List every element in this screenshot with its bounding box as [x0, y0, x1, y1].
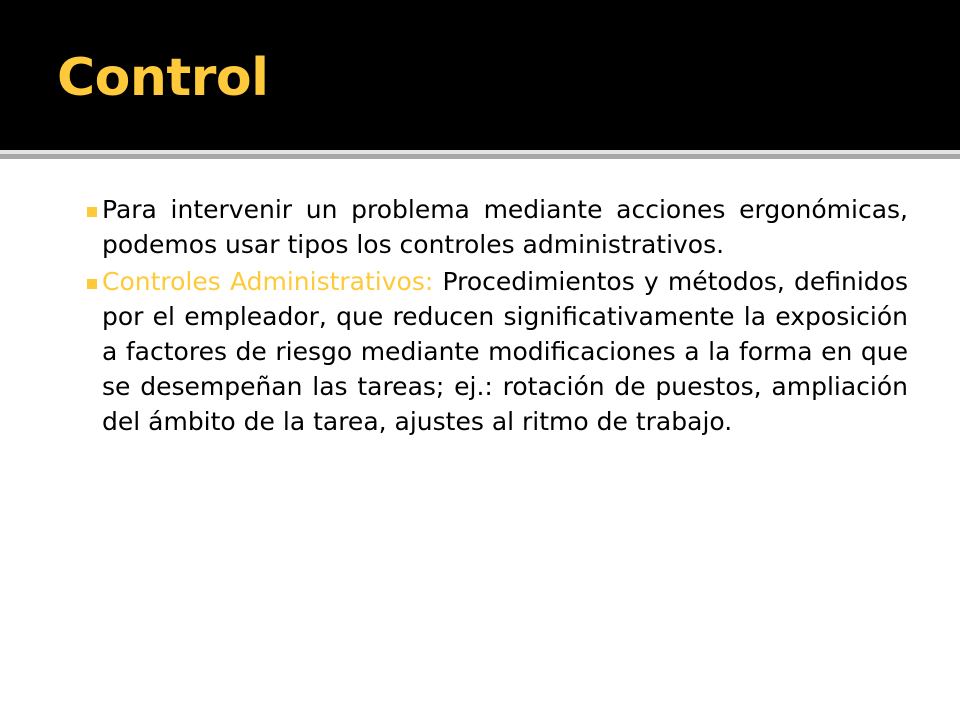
bullet-term: Controles Administrativos:: [102, 267, 434, 296]
slide-title: Control: [57, 48, 269, 108]
square-bullet-icon: [87, 279, 97, 289]
title-band: [0, 0, 960, 150]
square-bullet-icon: [87, 207, 97, 217]
bullet-item: [72, 192, 908, 262]
bullet-text: Procedimientos y métodos, definidos por el empleador, que reducen significativamente la exposición a factores de riesgo mediante modificaciones a la forma en que se desempeñan las tareas; ej.: rotación de puestos, ampliación del ámbito de la tarea, ajustes al ritmo de trabajo.: [102, 267, 908, 436]
bullet-list: [72, 192, 908, 441]
bullet-item: [72, 264, 908, 439]
bullet-text: Para intervenir un problema mediante acciones ergonómicas, podemos usar tipos los controles administrativos.: [102, 195, 908, 259]
